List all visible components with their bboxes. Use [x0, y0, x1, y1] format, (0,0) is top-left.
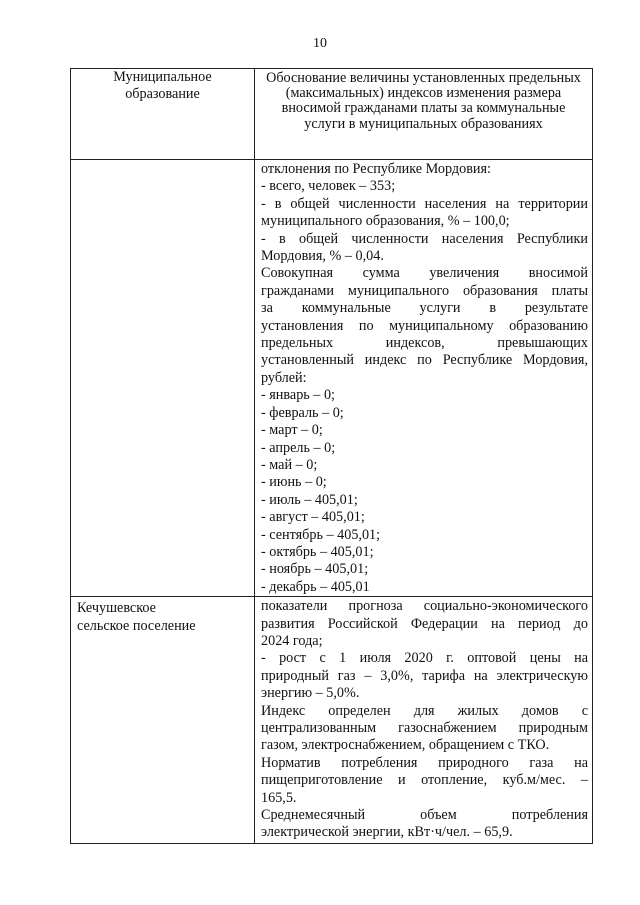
text-line: - июль – 405,01;	[261, 491, 358, 508]
table-header-row	[71, 69, 593, 160]
text-line: Совокупная сумма увеличения вносимой	[261, 265, 588, 282]
indices-table	[70, 68, 593, 844]
text-line: Индекс определен для жилых домов с	[261, 702, 588, 719]
table-row	[71, 160, 593, 597]
text-line: отклонения по Республике Мордовия:	[261, 161, 491, 177]
text-line: - май – 0;	[261, 456, 318, 473]
text-line: - март – 0;	[261, 422, 323, 439]
text-line: пищеприготовление и отопление, куб.м/мес. –	[261, 772, 588, 789]
text-line: Среднемесячный объем потребления	[261, 807, 588, 824]
text-line: гражданами муниципального образования платы	[261, 282, 588, 299]
text-line: установления по муниципальному образованию	[261, 317, 588, 334]
text-line: за коммунальные услуги в результате	[261, 300, 588, 317]
text-line: рублей:	[261, 369, 307, 386]
text-line: предельных индексов, превышающих	[261, 335, 588, 352]
text-line: электрической энергии, кВт·ч/чел. – 65,9.	[261, 824, 513, 841]
justification-cell	[255, 160, 593, 597]
text-line: Норматив потребления природного газа на	[261, 754, 588, 771]
text-line: - в общей численности населения на территории	[261, 195, 588, 212]
text-line: - апрель – 0;	[261, 439, 336, 456]
text-line: муниципального образования, % – 100,0;	[261, 213, 510, 230]
text-line: Мордовия, % – 0,04.	[261, 248, 384, 265]
text-line: - ноябрь – 405,01;	[261, 561, 369, 578]
text-line: энергию – 5,0%.	[261, 685, 360, 702]
municipality-name-line: Кечушевское	[77, 600, 156, 617]
text-line: 2024 года;	[261, 632, 323, 649]
text-line: - декабрь – 405,01	[261, 578, 370, 595]
text-line: - в общей численности населения Республики	[261, 230, 588, 247]
text-line: - всего, человек – 353;	[261, 178, 396, 195]
text-line: - рост с 1 июля 2020 г. оптовой цены на	[261, 650, 588, 667]
page-number: 10	[313, 36, 327, 51]
text-line: - сентябрь – 405,01;	[261, 526, 381, 543]
municipality-cell	[71, 597, 255, 844]
text-line: природный газ – 3,0%, тарифа на электрическую	[261, 667, 588, 684]
text-line: - февраль – 0;	[261, 404, 344, 421]
justification-cell	[255, 597, 593, 844]
table-row	[71, 597, 593, 844]
text-line: - июнь – 0;	[261, 474, 327, 491]
municipality-cell	[71, 160, 255, 597]
text-line: - август – 405,01;	[261, 509, 365, 526]
text-line: централизованным газоснабжением природным	[261, 720, 588, 736]
text-line: развития Российской Федерации на период до	[261, 615, 588, 632]
text-line: - октябрь – 405,01;	[261, 543, 374, 560]
text-line: газом, электроснабжением, обращением с ТКО.	[261, 737, 550, 754]
header-municipality: Муниципальное образование	[71, 69, 255, 160]
text-line: установленный индекс по Республике Мордовия,	[261, 352, 588, 369]
text-line: 165,5.	[261, 789, 297, 806]
header-justification: Обоснование величины установленных предельных (максимальных) индексов изменения размера вносимой гражданами платы за коммунальные услуги в муниципальных образованиях	[255, 69, 593, 160]
text-line: показатели прогноза социально-экономического	[261, 598, 588, 615]
text-line: - январь – 0;	[261, 387, 335, 404]
municipality-name-line: сельское поселение	[77, 617, 196, 634]
